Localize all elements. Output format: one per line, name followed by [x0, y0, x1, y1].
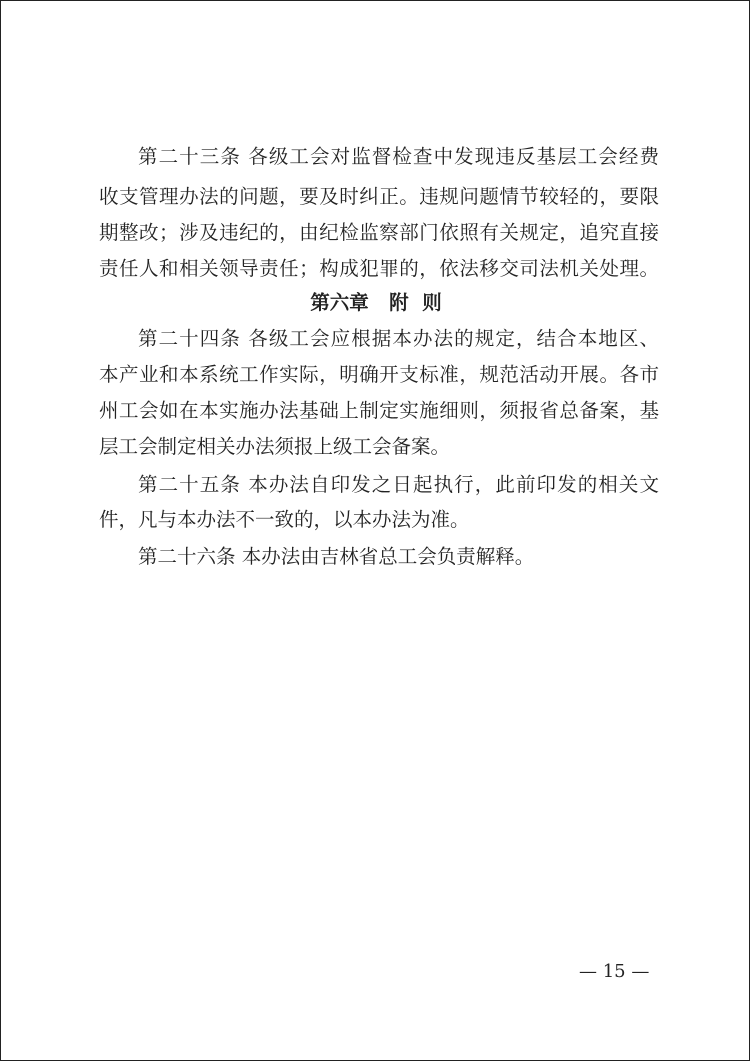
- article-23-line-4: 责任人和相关领导责任；构成犯罪的，依法移交司法机关处理。: [99, 257, 659, 280]
- article-24-line-3: 州工会如在本实施办法基础上制定实施细则，须报省总备案，基: [99, 399, 659, 422]
- article-23-line-2: 收支管理办法的问题，要及时纠正。违规问题情节较轻的，要限: [99, 185, 659, 208]
- chapter-6-heading: 第六章 附 则: [310, 291, 442, 314]
- article-26-line-1: 第二十六条 本办法由吉林省总工会负责解释。: [138, 545, 535, 568]
- article-23-line-1: 第二十三条 各级工会对监督检查中发现违反基层工会经费: [138, 145, 659, 168]
- page-number: — 15 —: [579, 961, 650, 982]
- article-24-line-1: 第二十四条 各级工会应根据本办法的规定，结合本地区、: [138, 327, 659, 350]
- article-24-line-4: 层工会制定相关办法须报上级工会备案。: [99, 435, 451, 458]
- article-25-line-2: 件，凡与本办法不一致的，以本办法为准。: [99, 508, 470, 531]
- article-25-line-1: 第二十五条 本办法自印发之日起执行，此前印发的相关文: [138, 473, 659, 496]
- article-23-line-3: 期整改；涉及违纪的，由纪检监察部门依照有关规定，追究直接: [99, 221, 659, 244]
- article-24-line-2: 本产业和本系统工作实际，明确开支标准，规范活动开展。各市: [99, 363, 659, 386]
